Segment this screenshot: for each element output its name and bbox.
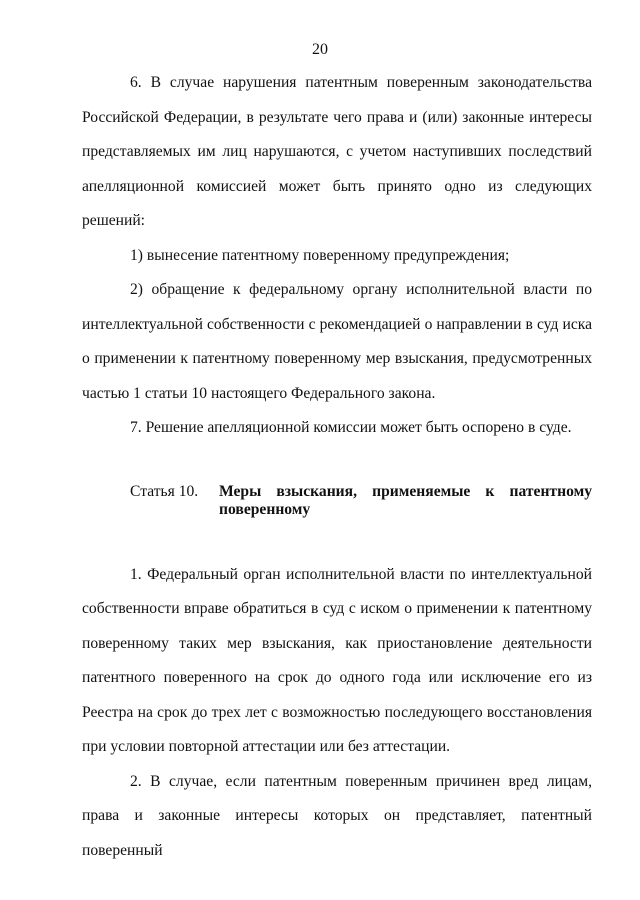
list-item-2: 2) обращение к федеральному органу исполнительной власти по интеллектуальной собственности с рекомендацией о направлении в суд иска о применении к патентному поверенному мер взыскания, предусмотренных частью 1 статьи 10 настоящего Федерального закона. — [82, 281, 592, 402]
article-number: Статья 10. — [130, 482, 199, 500]
article-title: Меры взыскания, применяемые к патентному поверенному — [219, 482, 592, 518]
article-paragraph-2: 2. В случае, если патентным поверенным причинен вред лицам, права и законные интересы которых он представляет, патентный поверенный — [82, 772, 592, 859]
paragraph-7: 7. Решение апелляционной комиссии может быть оспорено в суде. — [130, 419, 572, 436]
article-paragraph-1: 1. Федеральный орган исполнительной власти по интеллектуальной собственности вправе обратиться в суд с иском о применении к патентному поверенному таких мер взыскания, как приостановление деятельности патентного поверенного на срок до одного года или исключение его из Реестра на срок до трех лет с возможностью последующего восстановления при условии повторной аттестации или без аттестации. — [82, 565, 592, 755]
article-heading — [82, 483, 592, 519]
list-item-1: 1) вынесение патентному поверенному предупреждения; — [130, 246, 510, 264]
document-body — [82, 66, 592, 868]
paragraph-6: 6. В случае нарушения патентным поверенным законодательства Российской Федерации, в результате чего права и (или) законные интересы представляемых им лиц нарушаются, с учетом наступивших последствий апелляционной комиссией может быть принято одно из следующих решений: — [82, 74, 592, 229]
page-number: 20 — [312, 41, 328, 58]
